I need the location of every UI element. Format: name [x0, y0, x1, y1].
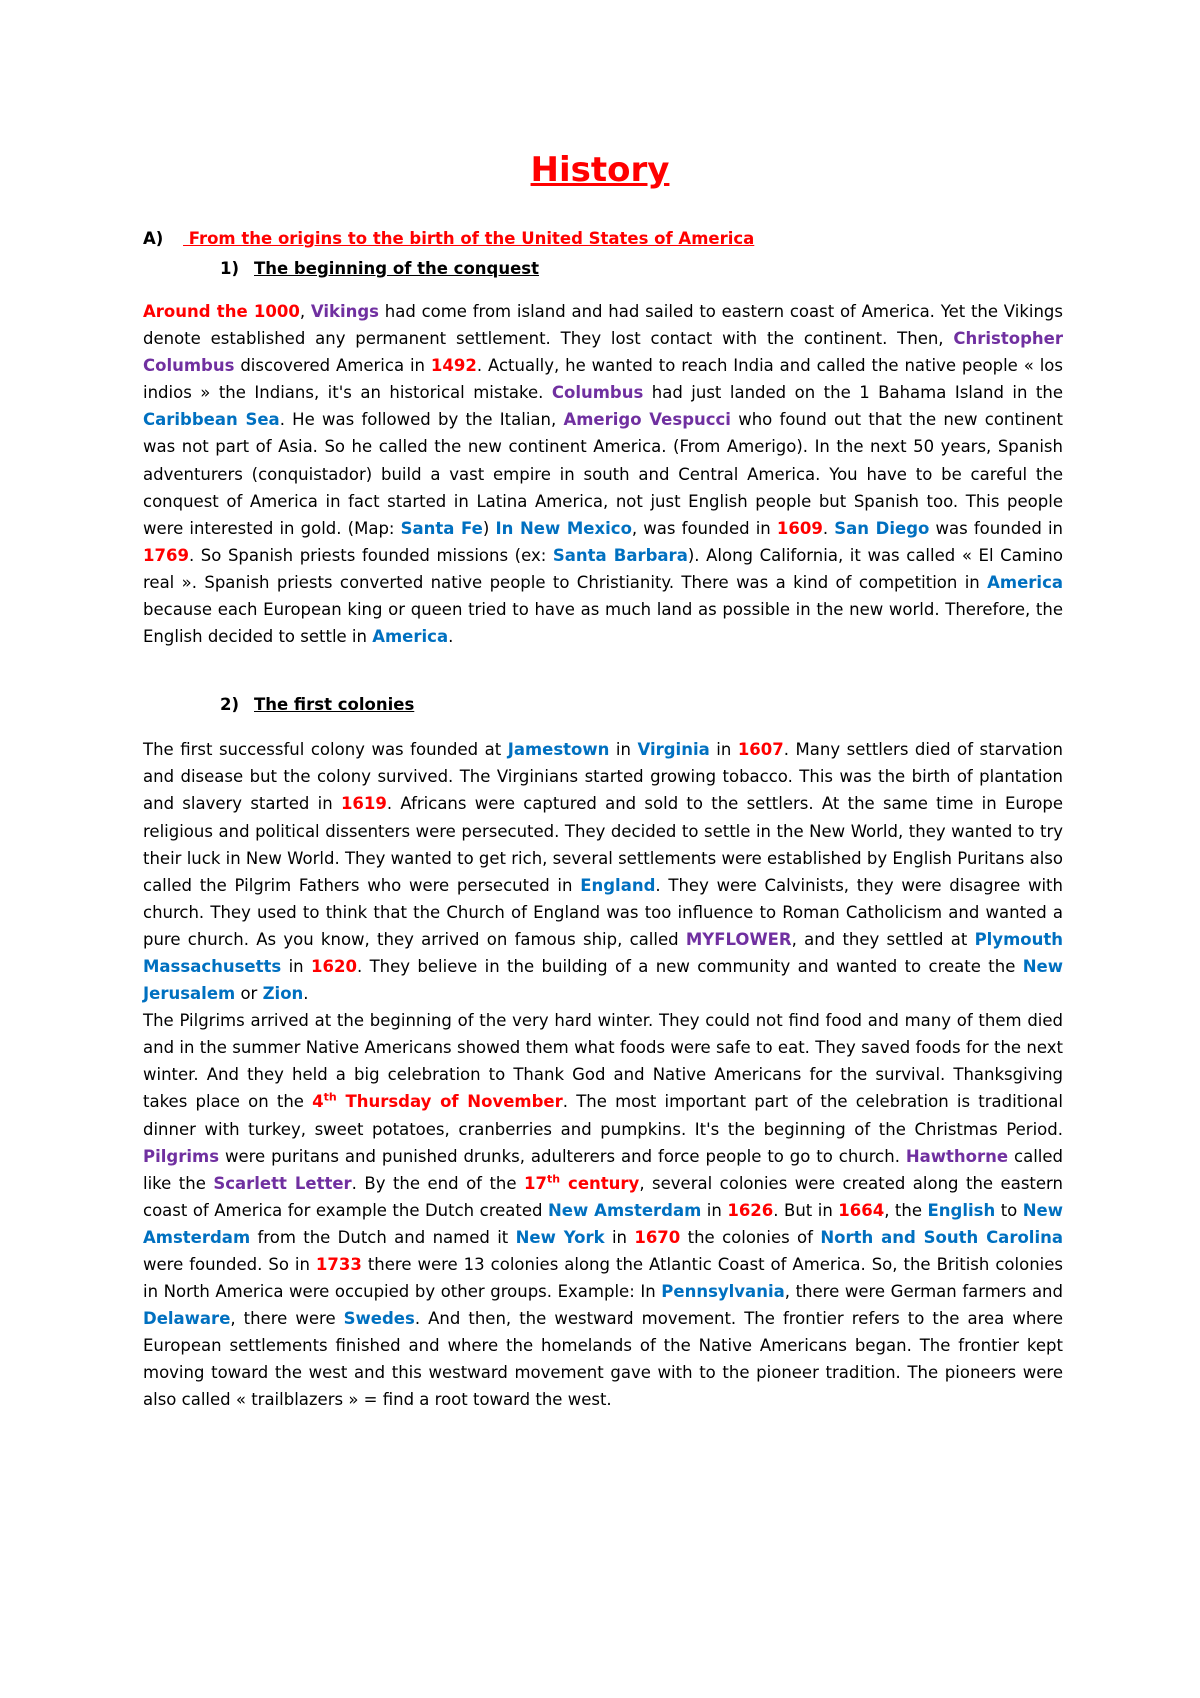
highlighted-term: Amerigo Vespucci	[563, 410, 731, 430]
text-run: . So Spanish priests founded missions (ex:	[188, 545, 553, 565]
highlighted-term: 1609	[776, 518, 823, 538]
text-run: called like the	[143, 1146, 1063, 1193]
highlighted-term: Around the 1000	[143, 302, 300, 321]
highlighted-term: century	[560, 1173, 640, 1193]
text-run: had just landed on the 1 Bahama Island in the	[643, 383, 1063, 403]
highlighted-term: New York	[515, 1227, 605, 1247]
highlighted-term: New Amsterdam	[143, 1200, 1063, 1247]
text-run: . And then, the westward movement. The frontier refers to the area where European settlements finished and where the homelands of the Native Americans began. The frontier kept moving toward the west and this westward movement gave with to the pioneer tradition. The pioneers were also called « trailblazers » = find a root toward the west.	[143, 1309, 1063, 1410]
text-run: the colonies of	[680, 1227, 821, 1247]
text-run: was founded in	[929, 518, 1063, 538]
text-run: . But in	[773, 1200, 839, 1220]
highlighted-term: English	[927, 1200, 996, 1220]
highlighted-term: 17	[524, 1173, 547, 1193]
highlighted-term: New Jerusalem	[143, 956, 1063, 1004]
highlighted-term: Santa Fe	[400, 518, 483, 538]
highlighted-term: San Diego	[834, 518, 930, 538]
highlighted-term: Christopher Columbus	[143, 329, 1063, 376]
text-run: .	[822, 518, 835, 538]
highlighted-term: Swedes	[343, 1309, 415, 1329]
highlighted-term: 1492	[430, 356, 477, 376]
highlighted-term: America	[372, 627, 449, 647]
text-run: from the Dutch and named it	[250, 1227, 516, 1247]
highlighted-term: New Amsterdam	[547, 1200, 702, 1220]
section-a-title: From the origins to the birth of the United States of America	[183, 229, 755, 248]
highlighted-term: th	[323, 1090, 337, 1104]
highlighted-term: Jamestown	[507, 740, 610, 760]
text-run: )	[482, 518, 496, 538]
highlighted-term: 4	[312, 1092, 324, 1112]
highlighted-term: Thursday of November	[336, 1092, 563, 1112]
highlighted-term: Virginia	[637, 740, 710, 760]
highlighted-term: Scarlett Letter	[213, 1173, 352, 1193]
text-run: , several colonies were created along the eastern coast of America for example the Dutch created	[143, 1173, 1063, 1220]
highlighted-term: Zion	[262, 984, 304, 1004]
text-run: there were 13 colonies along the Atlantic Coast of America. So, the British colonies in North America were occupied by other groups. Example: In	[143, 1255, 1063, 1302]
text-run: in	[281, 956, 312, 976]
text-run: ,	[299, 302, 311, 321]
highlighted-term: Santa Barbara	[552, 545, 688, 565]
text-run: The first successful colony was founded at	[143, 740, 508, 760]
highlighted-term: Vikings	[310, 302, 379, 321]
text-run: The Pilgrims arrived at the beginning of the very hard winter. They could not find food and many of them died and in the summer Native Americans showed them what foods were safe to eat. They saved foods for the next winter. And they held a big celebration to Thank God and Native Americans for the survival. Thanksgiving takes place on the	[143, 1011, 1063, 1112]
text-run: in	[609, 740, 638, 760]
text-run: , and they settled at	[791, 929, 975, 949]
highlighted-term: Delaware	[143, 1309, 231, 1329]
text-run: to	[995, 1200, 1023, 1220]
text-run: . The most important part of the celebration is traditional dinner with turkey, sweet potatoes, cranberries and pumpkins. It's the beginning of the Christmas Period.	[143, 1092, 1063, 1139]
text-run: . He was followed by the Italian,	[279, 410, 564, 430]
text-run: , there were	[230, 1309, 344, 1329]
subsection-2-label: 2)	[220, 695, 240, 715]
highlighted-term: 1626	[727, 1200, 774, 1220]
highlighted-term: 1607	[737, 740, 784, 760]
highlighted-term: 1619	[340, 794, 387, 814]
subsection-2-heading	[220, 692, 1200, 718]
text-run: . They believe in the building of a new community and wanted to create the	[356, 956, 1023, 976]
text-run: who found out that the new continent was not part of Asia. So he called the new continent America. (From Amerigo). In the next 50 years, Spanish adventurers (conquistador) build a vast empire in south and Central America. You have to be careful the conquest of America in fact started in Latina America, not just English people but Spanish too. This people were interested in gold. (Map:	[143, 410, 1063, 538]
text-run: were puritans and punished drunks, adulterers and force people to go to church.	[219, 1146, 906, 1166]
subsection-1-label: 1)	[220, 259, 240, 278]
paragraph-pilgrims	[143, 1007, 1063, 1413]
text-run: . Actually, he wanted to reach India and called the native people « los indios » the Indians, it's an historical mistake.	[143, 356, 1064, 403]
text-run: , the	[884, 1200, 928, 1220]
highlighted-term: 1733	[315, 1255, 362, 1274]
paragraph-conquest	[143, 298, 1063, 650]
highlighted-term: Pennsylvania	[661, 1282, 785, 1302]
text-run: , there were German farmers and	[784, 1282, 1063, 1302]
text-run: . They were Calvinists, they were disagree with church. They used to think that the Church of England was too influence to Roman Catholicism and wanted a pure church. As you know, they arrived on famous ship, called	[143, 875, 1063, 949]
text-run: had come from island and had sailed to eastern coast of America. Yet the Vikings denote established any permanent settlement. They lost contact with the continent. Then,	[143, 302, 1063, 349]
highlighted-term: 1620	[311, 956, 357, 976]
highlighted-term: North and South Carolina	[820, 1227, 1063, 1247]
highlighted-term: England	[580, 875, 656, 895]
text-run: .	[448, 627, 454, 647]
highlighted-term: Caribbean Sea	[143, 410, 280, 430]
text-run: . Africans were captured and sold to the settlers. At the same time in Europe religious and political dissenters were persecuted. They decided to settle in the New World, they wanted to try their luck in New World. They wanted to get rich, several settlements were established by English Puritans also called the Pilgrim Fathers who were persecuted in	[143, 794, 1064, 895]
text-run: because each European king or queen tried to have as much land as possible in the new world. Therefore, the English decided to settle in	[143, 600, 1063, 647]
text-run: in	[604, 1227, 635, 1247]
text-run: or	[235, 984, 263, 1004]
highlighted-term: America	[987, 572, 1063, 592]
text-run: discovered America in	[234, 356, 431, 376]
subsection-2-title: The first colonies	[254, 695, 415, 715]
subsection-1-heading	[220, 256, 1200, 282]
text-run: were founded. So in	[143, 1255, 316, 1274]
text-run: in	[701, 1200, 728, 1220]
text-run: .	[303, 984, 309, 1004]
highlighted-term: th	[546, 1172, 561, 1186]
section-a-heading	[143, 226, 1200, 252]
highlighted-term: 1670	[634, 1227, 681, 1247]
page-title: History	[530, 150, 670, 190]
text-run: . By the end of the	[351, 1173, 525, 1193]
text-run: in	[709, 740, 738, 760]
text-run: , was founded in	[631, 518, 777, 538]
text-run: ). Along California, it was called « El Camino real ». Spanish priests converted native people to Christianity. There was a kind of competition in	[143, 545, 1063, 592]
highlighted-term: MYFLOWER	[685, 929, 792, 949]
highlighted-term: In New Mexico	[495, 518, 632, 538]
subsection-1-title: The beginning of the conquest	[254, 259, 540, 278]
highlighted-term: Hawthorne	[905, 1146, 1009, 1166]
text-run: . Many settlers died of starvation and disease but the colony survived. The Virginians started growing tobacco. This was the birth of plantation and slavery started in	[143, 740, 1063, 814]
highlighted-term: 1769	[143, 545, 189, 565]
highlighted-term: Pilgrims	[143, 1146, 220, 1166]
highlighted-term: Columbus	[551, 383, 644, 403]
highlighted-term: Plymouth Massachusetts	[143, 929, 1063, 976]
section-a-label: A)	[143, 229, 164, 248]
paragraph-colonies	[143, 736, 1063, 1007]
highlighted-term: 1664	[838, 1200, 885, 1220]
